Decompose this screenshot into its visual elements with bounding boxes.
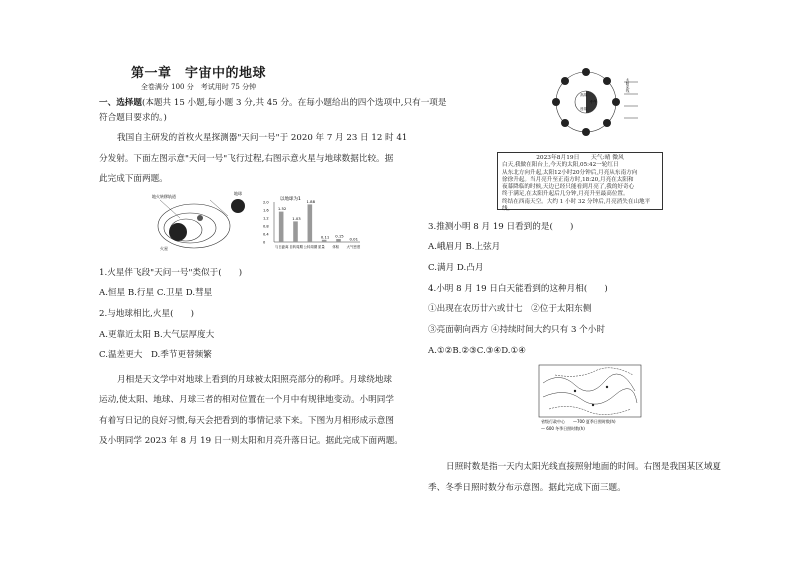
q1-stem: 1.火星伴飞段"天问一号"类似于( ) <box>99 268 243 278</box>
diary-box <box>497 152 663 213</box>
q2-options-cd: C.温差更大 D.季节更替频繁 <box>99 350 212 360</box>
q4-stem: 4.小明 8 月 19 日白天能看到的这种月相( ) <box>428 284 608 294</box>
bar-2 <box>308 204 313 242</box>
q3-options-ab: A.峨眉月 B.上弦月 <box>428 242 501 252</box>
bar-4 <box>336 239 341 242</box>
q2-stem: 2.与地球相比,火星( ) <box>99 309 194 319</box>
earth-label-top: 高纬 <box>580 93 588 97</box>
section-heading: 一、选择题 <box>99 98 142 108</box>
map-legend-1: 省级行政中心 <box>541 419 565 424</box>
passage3-line-2: 季、冬季日照时数分布示意图。据此完成下面三题。 <box>428 483 626 493</box>
bar-1 <box>293 221 298 242</box>
map-legend-2: —700 夏季日照时数(h) <box>573 419 616 424</box>
bar-value-label: 0.01 <box>349 236 359 242</box>
orbit-label-mars: 火星 <box>160 246 168 251</box>
x-tick-label: 与日距离 <box>275 245 289 249</box>
x-tick-label: 大气密度 <box>346 245 361 249</box>
bar-value-label: 1.03 <box>292 215 301 221</box>
diary-line: 夜幕降临的时候,天边已经只能看到月亮了,我的好奇心 <box>502 184 635 191</box>
passage2-line-2: 运动,使太阳、地球、月球三者的相对位置在一个月中有规律地变动。小明同学 <box>99 395 394 405</box>
sunshine-map <box>535 363 645 439</box>
moon-phase-figure <box>540 62 640 142</box>
diary-line: 终于满足,在太阳升起后几分钟,月亮升至最高位置。 <box>502 191 629 198</box>
q4-statements-1: ①出现在农历廿六或廿七 ②位于太阳东侧 <box>428 304 592 314</box>
y-tick-label: 0.4 <box>263 232 269 237</box>
mars-orbit <box>158 204 230 248</box>
passage2-line-1: 月相是天文学中对地球上看到的月球被太阳照亮部分的称呼。月球绕地球 <box>117 375 393 385</box>
exam-subtitle: 全卷满分 100 分 考试用时 75 分钟 <box>140 83 257 91</box>
earth-planet <box>231 199 245 213</box>
map-legend-3: — 600 冬季日照时数(h) <box>541 426 585 431</box>
sun-label: 太阳光线 <box>626 78 630 93</box>
sun-dot <box>197 215 203 221</box>
earth-label-bottom: 晋纬 <box>580 107 588 111</box>
passage1-line-1: 我国自主研发的首枚火星探测器"天问一号"于 2020 年 7 月 23 日 12 时 41 <box>117 133 408 143</box>
orbit-label-earth: 地球 <box>234 191 242 196</box>
q1-options: A.恒星 B.行星 C.卫星 D.彗星 <box>99 288 213 298</box>
y-tick-label: 1.6 <box>263 208 269 213</box>
section-instruction <box>99 96 446 110</box>
x-tick-label: 质量 <box>318 245 325 249</box>
bar-value-label: 1.52 <box>277 206 287 212</box>
instruction-line-2: 符合题目要求的。) <box>99 113 167 123</box>
bar-value-label: 0.11 <box>320 234 330 240</box>
instruction-line-1: (本题共 15 小题,每小题 3 分,共 45 分。在每小题给出的四个选项中,只有一项是 <box>141 98 447 108</box>
q3-stem: 3.推测小明 8 月 19 日看到的是( ) <box>428 222 574 232</box>
passage3-line-1: 日照时数是指一天内太阳光线直接照射地面的时间。右图是我国某区域夏 <box>446 462 722 472</box>
q3-options-cd: C.满月 D.凸月 <box>428 263 484 273</box>
q4-statements-2: ③亮面朝向西方 ④持续时间大约只有 3 个小时 <box>428 325 605 335</box>
y-tick-label: 1.2 <box>263 216 269 221</box>
y-tick-label: 0 <box>263 240 266 245</box>
mars-earth-bar-chart <box>262 194 362 256</box>
diary-line: 白天,我做在阳台上,今天的太阳,05:42一轮红日 <box>502 162 619 169</box>
y-tick-label: 2.0 <box>263 200 269 205</box>
earth-label-mid: 中午 <box>590 100 598 104</box>
orbit-figure <box>150 188 260 254</box>
diary-header: 2023年8月19日 天气:晴 微风 <box>536 155 624 161</box>
bar-3 <box>322 240 327 242</box>
passage2-line-3: 有着写日记的良好习惯,每天会把看到的事情记录下来。下图为月相形成示意图 <box>99 416 394 426</box>
diary-line: 徐徐升起。当月亮升至正南方时,18:20,月亮在太阳和 <box>502 176 634 183</box>
bar-value-label: 0.15 <box>335 233 344 239</box>
passage1-line-3: 此完成下面两题。 <box>99 174 168 184</box>
page-title: 第一章 宇宙中的地球 <box>130 66 266 81</box>
diary-line: 从东北方向升起,太阳12小时20分钟后,月亮从东南方向 <box>502 169 638 176</box>
mars-planet <box>169 223 187 241</box>
x-tick-label: 自转周期 <box>289 245 303 249</box>
bar-0 <box>279 212 284 242</box>
y-tick-label: 0.8 <box>263 224 269 229</box>
orbit-label-transfer: 地火转移轨道 <box>152 194 176 199</box>
diary-line: 终结在西南天空。大约 1 小时 32 分钟后,月亮消失在山地平线。 <box>502 198 651 213</box>
bar-value-label: 1.88 <box>306 198 316 204</box>
x-tick-label: 体积 <box>332 245 340 249</box>
x-tick-label: 公转周期 <box>303 245 318 249</box>
q2-options-ab: A.更靠近太阳 B.大气层厚度大 <box>99 330 215 340</box>
passage1-line-2: 分发射。下面左图示意"天问一号"飞行过程,右图示意火星与地球数据比较。据 <box>99 154 394 164</box>
passage2-line-4: 及小明同学 2023 年 8 月 19 日一则太阳和月亮升落日记。据此完成下面两题。 <box>99 436 403 446</box>
chart-title: 以地球为1 <box>280 197 301 202</box>
q4-options: A.①②B.②③C.③④D.①④ <box>428 346 526 356</box>
